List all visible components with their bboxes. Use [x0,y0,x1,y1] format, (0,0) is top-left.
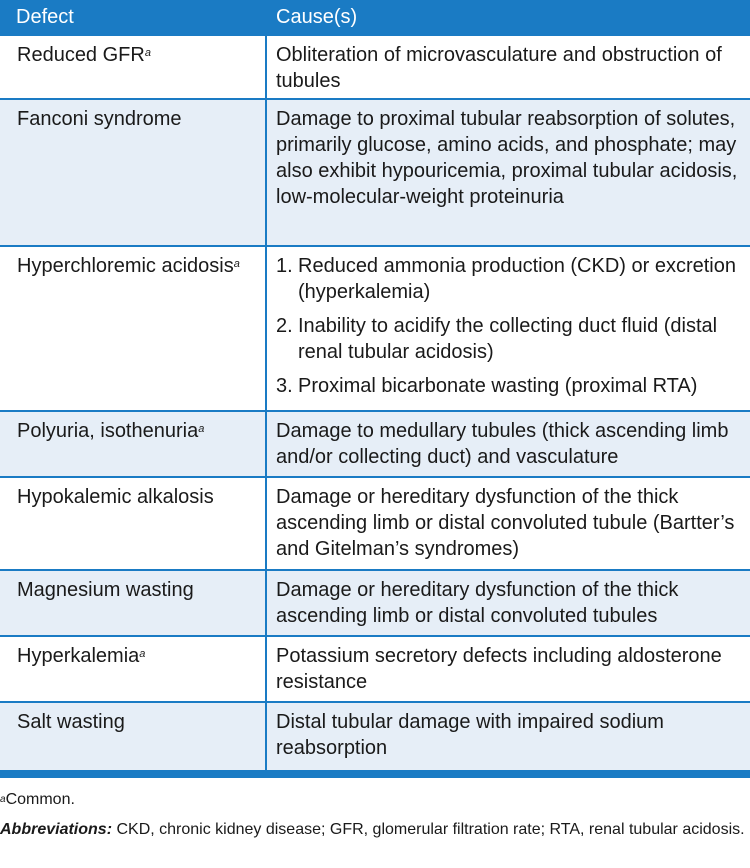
footnote-abbreviations: Abbreviations: CKD, chronic kidney disease; GFR, glomerular filtration rate; RTA, renal tubular acidosis. [0,821,745,838]
footnote-common: $^a$Common. [0,791,75,808]
cause-cell: Damage or hereditary dysfunction of the thick ascending limb or distal convoluted tubules [276,579,679,627]
table-row [0,571,750,637]
table-header [0,0,750,36]
table-row [0,478,750,571]
table-row [0,412,750,478]
defect-cell: Magnesium wasting [17,579,194,601]
header-defect: Defect [16,6,74,28]
cause-cell: Damage or hereditary dysfunction of the thick ascending limb or distal convoluted tubule (Bartter’s and Gitelman’s syndromes) [276,486,735,560]
cause-cell: Obliteration of microvasculature and obstruction of tubules [276,44,722,92]
table-row [0,703,750,770]
cause-list-item: 3. Proximal bicarbonate wasting (proximal RTA) [276,375,698,397]
cause-cell: Damage to medullary tubules (thick ascending limb and/or collecting duct) and vasculature [276,420,729,468]
defect-cell: Salt wasting [17,711,125,733]
cause-list-item: 1. Reduced ammonia production (CKD) or excretion (hyperkalemia) [276,255,736,303]
table-row [0,637,750,703]
defect-cell: Fanconi syndrome [17,108,182,130]
table-bottom-rule [0,770,750,778]
table-row [0,247,750,412]
table-row [0,100,750,247]
cause-cell [276,253,741,399]
cause-cell: Damage to proximal tubular reabsorption of solutes, primarily glucose, amino acids, and phosphate; may also exhibit hypouricemia, proximal tubular acidosis, low-molecular-weight proteinuria [276,108,738,208]
cause-cell: Potassium secretory defects including aldosterone resistance [276,645,722,693]
cause-cell: Distal tubular damage with impaired sodium reabsorption [276,711,664,759]
defect-cell: Hyperchloremic acidosis$^a$ [17,255,240,277]
header-causes: Cause(s) [276,6,358,28]
defect-cell: Reduced GFR$^a$ [17,44,151,66]
table-row [0,36,750,100]
cause-list-item: 2. Inability to acidify the collecting duct fluid (distal renal tubular acidosis) [276,315,718,363]
defect-cell: Hypokalemic alkalosis [17,486,214,508]
defect-cell: Hyperkalemia$^a$ [17,645,146,667]
defect-cell: Polyuria, isothenuria$^a$ [17,420,205,442]
column-divider [265,36,267,770]
